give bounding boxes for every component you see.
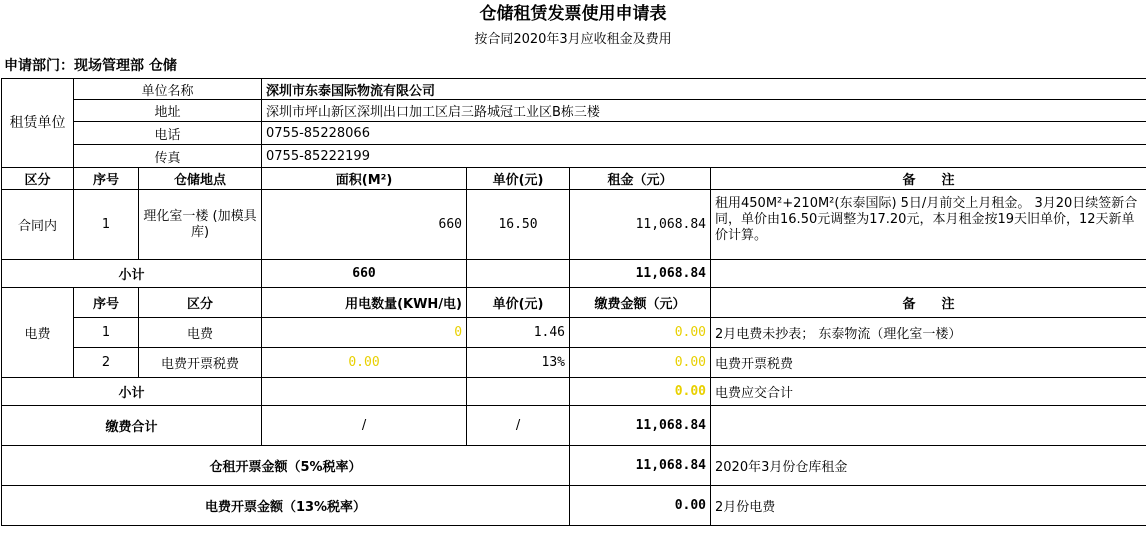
electric-unit-price[interactable]: 1.46 <box>467 318 570 348</box>
electric-usage[interactable]: 0.00 <box>262 348 467 378</box>
electric-subtotal-label: 小计 <box>2 378 262 406</box>
electric-section-label: 电费 <box>2 288 74 378</box>
rent-area[interactable]: 660 <box>262 190 467 260</box>
invoice-electric-remark[interactable]: 2月份电费 <box>711 486 1146 526</box>
electric-header-amount: 缴费金额（元） <box>570 288 711 318</box>
rent-subtotal-remark[interactable] <box>711 260 1146 288</box>
rent-subtotal-label: 小计 <box>2 260 262 288</box>
company-name-value[interactable]: 深圳市东泰国际物流有限公司 <box>262 79 1146 100</box>
invoice-rent-label: 仓租开票金额（5%税率） <box>2 446 570 486</box>
company-name-label: 单位名称 <box>74 79 262 100</box>
rent-row <box>2 190 1146 260</box>
rent-location[interactable]: 理化室一楼 (加模具库) <box>139 190 262 260</box>
electric-amount[interactable]: 0.00 <box>570 348 711 378</box>
rent-header-area: 面积(M²) <box>262 168 467 190</box>
rent-remark[interactable]: 租用450M²+210M²(东泰国际) 5日/月前交上月租金。 3月20日续签新合同，单价由16.50元调整为17.20元，本月租金按19天旧单价，12天新单价计算。 <box>711 190 1146 260</box>
electric-header-unit-price: 单价(元) <box>467 288 570 318</box>
invoice-rent-remark[interactable]: 2020年3月份仓库租金 <box>711 446 1146 486</box>
form-title: 仓储租赁发票使用申请表 <box>479 4 667 24</box>
rent-subtotal-amount: 11,068.84 <box>570 260 711 288</box>
invoice-request-table <box>1 78 1146 526</box>
rent-area-type[interactable]: 合同内 <box>2 190 74 260</box>
total-label: 缴费合计 <box>2 406 262 446</box>
total-slash-price: / <box>467 406 570 446</box>
rent-amount[interactable]: 11,068.84 <box>570 190 711 260</box>
total-slash-area: / <box>262 406 467 446</box>
electric-usage[interactable]: 0 <box>262 318 467 348</box>
electric-row <box>2 348 1146 378</box>
invoice-rent-amount[interactable]: 11,068.84 <box>570 446 711 486</box>
phone-value[interactable]: 0755-85228066 <box>262 122 1146 145</box>
phone-label: 电话 <box>74 122 262 145</box>
electric-subtotal-amount: 0.00 <box>570 378 711 406</box>
electric-unit-price[interactable]: 13% <box>467 348 570 378</box>
rent-header-area-type: 区分 <box>2 168 74 190</box>
electric-seq[interactable]: 1 <box>74 318 139 348</box>
electric-remark[interactable]: 电费开票税费 <box>711 348 1146 378</box>
rent-header-unit-price: 单价(元) <box>467 168 570 190</box>
electric-row <box>2 318 1146 348</box>
electric-remark[interactable]: 2月电费未抄表； 东泰物流（理化室一楼） <box>711 318 1146 348</box>
department-label: 申请部门：现场管理部 仓储 <box>4 58 177 74</box>
invoice-electric-amount[interactable]: 0.00 <box>570 486 711 526</box>
electric-seq[interactable]: 2 <box>74 348 139 378</box>
electric-header-remark: 备 注 <box>711 288 1146 318</box>
address-label: 地址 <box>74 100 262 122</box>
total-remark[interactable] <box>711 406 1146 446</box>
rent-header-rent: 租金（元） <box>570 168 711 190</box>
rent-header-location: 仓储地点 <box>139 168 262 190</box>
electric-header-usage: 用电数量(KWH/电) <box>262 288 467 318</box>
address-value[interactable]: 深圳市坪山新区深圳出口加工区启三路城冠工业区B栋三楼 <box>262 100 1146 122</box>
form-subtitle: 按合同2020年3月应收租金及费用 <box>474 32 672 47</box>
rent-unit-price[interactable]: 16.50 <box>467 190 570 260</box>
rent-subtotal-area: 660 <box>262 260 467 288</box>
electric-header-type: 区分 <box>139 288 262 318</box>
electric-subtotal-remark[interactable]: 电费应交合计 <box>711 378 1146 406</box>
total-amount: 11,068.84 <box>570 406 711 446</box>
rent-header-remark: 备 注 <box>711 168 1146 190</box>
electric-type[interactable]: 电费 <box>139 318 262 348</box>
fax-value[interactable]: 0755-85222199 <box>262 145 1146 168</box>
electric-subtotal-usage <box>262 378 467 406</box>
rent-seq[interactable]: 1 <box>74 190 139 260</box>
electric-header-seq: 序号 <box>74 288 139 318</box>
electric-type[interactable]: 电费开票税费 <box>139 348 262 378</box>
electric-subtotal-price <box>467 378 570 406</box>
electric-amount[interactable]: 0.00 <box>570 318 711 348</box>
invoice-electric-label: 电费开票金额（13%税率） <box>2 486 570 526</box>
lessee-section-label: 租赁单位 <box>2 79 74 168</box>
rent-subtotal-empty <box>467 260 570 288</box>
fax-label: 传真 <box>74 145 262 168</box>
rent-header-seq: 序号 <box>74 168 139 190</box>
